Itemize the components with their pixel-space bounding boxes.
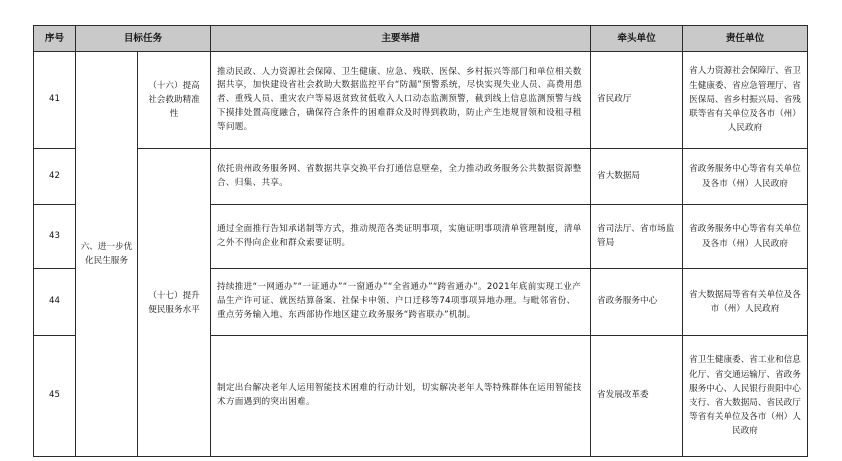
row-resp: 省政务服务中心等省有关单位及各市（州）人民政府 bbox=[683, 205, 808, 269]
row-no: 44 bbox=[34, 269, 76, 336]
goal-subtask-17: （十七）提升便民服务水平 bbox=[148, 290, 200, 315]
row-measure: 通过全面推行告知承诺制等方式，推动规范各类证明事项，实施证明事项清单管理制度，清单之外不得向企业和群众索要证明。 bbox=[211, 205, 591, 269]
header-measure: 主要举措 bbox=[211, 26, 591, 52]
goal-category: 六、进一步优化民生服务 bbox=[80, 242, 133, 266]
row-resp: 省政务服务中心等省有关单位及各市（州）人民政府 bbox=[683, 149, 808, 205]
row-measure: 依托贵州政务服务网、省数据共享交换平台打通信息壁垒，全力推动政务服务公共数据资源整合、归集、共享。 bbox=[211, 149, 591, 205]
row-lead: 省发展改革委 bbox=[591, 336, 683, 457]
header-no: 序号 bbox=[34, 26, 76, 52]
table-row bbox=[34, 149, 808, 205]
row-resp: 省卫生健康委、省工业和信息化厅、省交通运输厅、省政务服务中心、人民银行贵阳中心支行、省大数据局、省民政厅等省有关单位及各市（州）人民政府 bbox=[683, 336, 808, 457]
row-resp: 省人力资源社会保障厅、省卫生健康委、省应急管理厅、省医保局、省乡村振兴局、省残联等省有关单位及各市（州）人民政府 bbox=[683, 52, 808, 149]
row-no: 42 bbox=[34, 149, 76, 205]
goal-subtask-cell bbox=[138, 149, 211, 457]
row-no: 45 bbox=[34, 336, 76, 457]
row-lead: 省大数据局 bbox=[591, 149, 683, 205]
row-no: 43 bbox=[34, 205, 76, 269]
row-resp: 省大数据局等省有关单位及各市（州）人民政府 bbox=[683, 269, 808, 336]
row-lead: 省司法厅、省市场监管局 bbox=[591, 205, 683, 269]
table-header-row bbox=[34, 26, 808, 52]
row-measure: 制定出台解决老年人运用智能技术困难的行动计划，切实解决老年人等特殊群体在运用智能技术方面遇到的突出困难。 bbox=[211, 336, 591, 457]
goal-subtask-16: （十六）提高社会救助精准性 bbox=[148, 81, 200, 119]
task-table bbox=[33, 25, 808, 457]
header-lead: 牵头单位 bbox=[591, 26, 683, 52]
goal-subtask-cell bbox=[138, 52, 211, 149]
row-measure: 持续推进“一网通办”“一证通办”“一窗通办”“全省通办”“跨省通办”。2021年底前实现工业产品生产许可证、就医结算备案、社保卡申领、户口迁移等74项事项异地办理。与毗邻省份、重点劳务输入地、东西部协作地区建立政务服务“跨省联办”机制。 bbox=[211, 269, 591, 336]
header-resp: 责任单位 bbox=[683, 26, 808, 52]
row-measure: 推动民政、人力资源社会保障、卫生健康、应急、残联、医保、乡村振兴等部门和单位相关数据共享，加快建设省社会救助大数据监控平台“防漏”预警系统，尽快实现失业人员、高费用患者、重残人员、重灾农户等易返贫致贫低收入人口动态监测预警，截到线上信息监测预警与线下摸排处置高度融合，确保符合条件的困难群众及时得到救助，防止产生违规冒领和设租寻租等问题。 bbox=[211, 52, 591, 149]
row-lead: 省政务服务中心 bbox=[591, 269, 683, 336]
row-lead: 省民政厅 bbox=[591, 52, 683, 149]
table-row bbox=[34, 52, 808, 149]
goal-category-cell bbox=[76, 52, 138, 457]
row-no: 41 bbox=[34, 52, 76, 149]
header-goal: 目标任务 bbox=[76, 26, 211, 52]
